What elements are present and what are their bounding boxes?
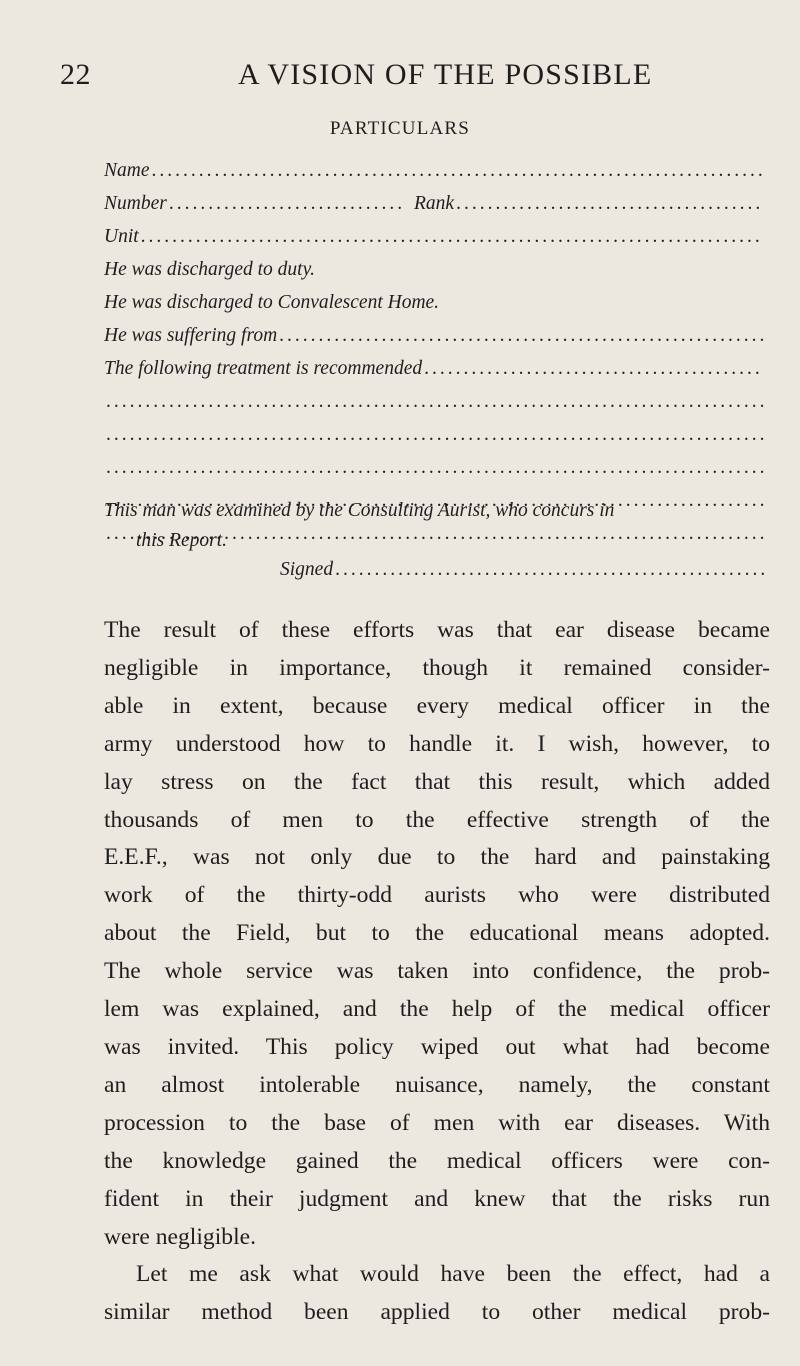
body-line: lay stress on the fact that this result, which added (104, 768, 770, 795)
number-label: Number (104, 193, 167, 214)
dotted-blank (106, 391, 764, 413)
running-title: A VISION OF THE POSSIBLE (238, 58, 653, 91)
discharged-home-text: He was discharged to Convalescent Home. (104, 292, 440, 313)
body-line: lem was explained, and the help of the medical officer (104, 996, 770, 1023)
body-line: work of the thirty-odd aurists who were distributed (104, 882, 770, 909)
body-line: army understood how to handle it. I wish, however, to (104, 730, 770, 757)
body-line: able in extent, because every medical officer in the (104, 692, 770, 719)
examined-line-2: this Report. (136, 530, 227, 551)
number-field (104, 193, 404, 215)
treatment-label: The following treatment is recommended (104, 358, 423, 379)
discharged-duty-text: He was discharged to duty. (104, 259, 316, 280)
blank-dotted-line (104, 424, 764, 457)
unit-line (104, 226, 764, 259)
body-line: E.E.F., was not only due to the hard and painstaking (104, 844, 770, 871)
rank-field (414, 193, 764, 215)
body-line: about the Field, but to the educational means adopted. (104, 920, 770, 947)
body-line: negligible in importance, though it remained consider- (104, 654, 770, 681)
dotted-blank (106, 457, 764, 479)
suffering-line (104, 325, 764, 358)
number-rank-line (104, 193, 764, 226)
unit-label: Unit (104, 226, 139, 247)
body-text (104, 612, 770, 1332)
body-line: the knowledge gained the medical officers were con- (104, 1147, 770, 1174)
unit-dotted-blank (141, 226, 764, 248)
rank-dotted-blank (456, 193, 764, 215)
treatment-line (104, 358, 764, 391)
treatment-dotted-blank (424, 358, 764, 380)
running-header (60, 58, 760, 92)
discharged-home-line (104, 292, 764, 325)
body-line: Let me ask what would have been the effect, had a (136, 1261, 770, 1288)
body-line: an almost intolerable nuisance, namely, the constant (104, 1071, 770, 1098)
discharged-duty-line (104, 259, 764, 292)
page-number: 22 (60, 58, 91, 91)
examination-note (104, 496, 770, 556)
blank-dotted-line (104, 457, 764, 490)
name-dotted-blank (152, 160, 765, 182)
name-line (104, 160, 764, 193)
examined-line-1: This man was examined by the Consulting Aurist, who concurs in (104, 500, 615, 521)
signed-label: Signed (280, 559, 334, 580)
suffering-label: He was suffering from (104, 325, 278, 346)
body-line: thousands of men to the effective strength of the (104, 806, 770, 833)
blank-dotted-line (104, 391, 764, 424)
body-line: The whole service was taken into confidence, the prob- (104, 958, 770, 985)
body-line: were negligible. (104, 1223, 256, 1250)
dotted-blank (106, 424, 764, 446)
body-line: similar method been applied to other medical prob- (104, 1299, 770, 1326)
signed-line (280, 559, 764, 592)
body-line: was invited. This policy wiped out what had become (104, 1033, 770, 1060)
signed-dotted-blank (335, 559, 764, 581)
body-line: The result of these efforts was that ear disease became (104, 617, 770, 643)
rank-label: Rank (414, 193, 455, 214)
number-dotted-blank (169, 193, 404, 215)
section-heading: PARTICULARS (329, 118, 471, 139)
body-line: fident in their judgment and knew that the risks run (104, 1185, 770, 1212)
name-label: Name (104, 160, 150, 181)
body-line: procession to the base of men with ear diseases. With (104, 1109, 770, 1136)
suffering-dotted-blank (279, 325, 764, 347)
